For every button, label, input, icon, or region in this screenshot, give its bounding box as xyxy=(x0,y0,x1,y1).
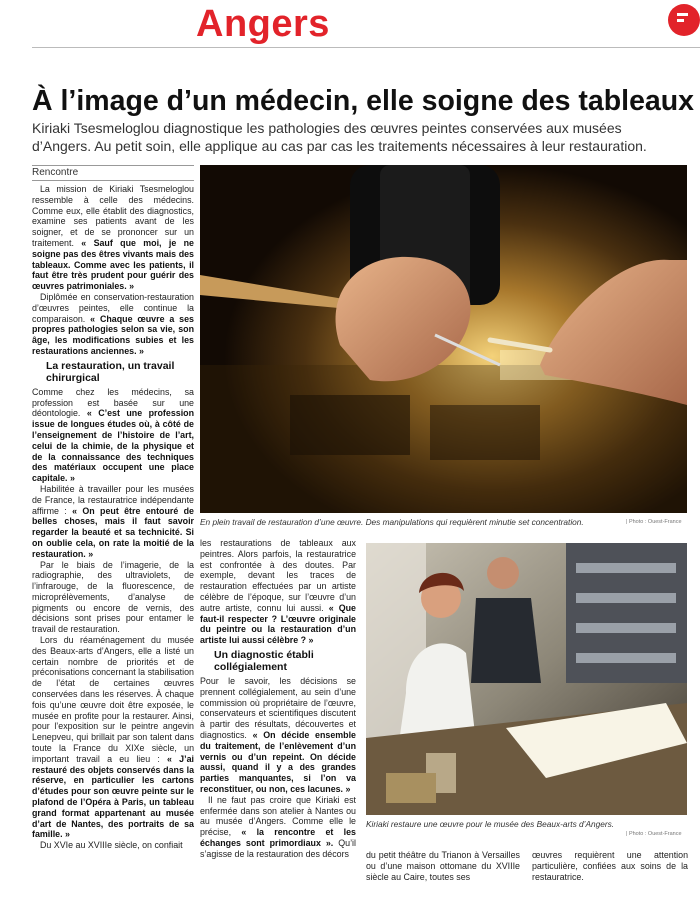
photo-credit: | Photo : Ouest-France xyxy=(626,831,682,837)
quote: « Que faut-il respecter ? L’œuvre originale du peintre ou la restauration d’un artiste lui aussi célèbre ? » xyxy=(200,602,356,646)
text: Habilitée à travailler pour les musées de France, la restauratrice indépendante affirme : xyxy=(32,483,194,516)
restoration-closeup-photo xyxy=(200,165,687,513)
quote: « J’ai restauré des objets conservés dans la réserve, en particulier les cartons d’études pour son œuvre peinte sur le plafond de l’Opéra à Paris, un tableau grand format appartenant au musée d’art de Nantes, des portraits de sa famille. » xyxy=(32,753,194,840)
paragraph xyxy=(200,676,356,795)
restorer-at-work-photo xyxy=(366,543,687,815)
article-headline: À l’image d’un médecin, elle soigne des tableaux xyxy=(32,85,695,117)
paragraph: Du XVIe au XVIIIe siècle, on confiait xyxy=(40,840,183,851)
quote: « la rencontre et les échanges sont primordiaux ». xyxy=(200,827,356,848)
article-column-4 xyxy=(532,850,688,882)
paragraph xyxy=(32,484,194,560)
quote: « Sauf que moi, je ne soigne pas des êtres vivants mais des tableaux. Comme avec les patients, il faut être très prudent pour guérir des œuvres patrimoniales. » xyxy=(32,237,194,292)
header-divider xyxy=(32,47,700,48)
text: Pour le savoir, les décisions se prennent collégialement, au sein d’une commission où propriétaire de l’œuvre, conservateurs et scientifiques discutent à partir des résultats, découvertes et diagnostics. xyxy=(200,675,356,740)
paragraph xyxy=(32,387,194,484)
text: Comme chez les médecins, sa profession est basée sur une déontologie. xyxy=(32,386,194,419)
text: La mission de Kiriaki Tsesmeloglou ressemble à celle des médecins. Comme eux, elle établit des diagnostics, examine ses patients avant de les soigner, et de se prononcer sur un traitement. xyxy=(32,184,194,248)
article-column-3 xyxy=(366,850,520,882)
article-standfirst: Kiriaki Tsesmeloglou diagnostique les pathologies des œuvres peintes conservées aux musées d’Angers. Au petit soin, elle applique au cas par cas les traitements nécessaires à leur restauration. xyxy=(32,120,647,154)
text: Qu’il s’agisse de la restauration des décors xyxy=(200,837,356,859)
photo-caption: En plein travail de restauration d’une œuvre. Des manipulations qui requièrent minutie set concentration. xyxy=(200,517,584,527)
paragraph xyxy=(32,292,194,357)
photo-caption: Kiriaki restaure une œuvre pour le musée des Beaux-arts d’Angers. xyxy=(366,819,615,829)
quote: « On décide ensemble du traitement, de l’enlèvement d’un vernis ou d’un repeint. On décide aussi, quand il y a des grandes parties manquantes, si l’on va reconstituer, ou non, ces lacunes. » xyxy=(200,729,356,794)
article-kicker: Rencontre xyxy=(32,167,79,178)
quote: « C’est une profession issue de longues études où, à côté de l’enseignement de l’histoire de l’art, celui de la chimie, de la physique et de la connaissance des techniques des matériaux occupent une place capitale. » xyxy=(32,408,194,484)
subheading: Un diagnostic établi collégialement xyxy=(214,648,314,673)
paragraph xyxy=(32,184,194,292)
paragraph xyxy=(200,538,356,646)
photo-illustration xyxy=(200,165,687,513)
paragraph: œuvres requièrent une attention particulière, confiées aux soins de la restauratrice. xyxy=(532,850,688,882)
article-column-2 xyxy=(200,538,356,860)
text: les restaurations de tableaux aux peintres. Alors parfois, la restauratrice est confrontée à des doutes. Par exemple, devant les traces de restauration effectuées par un artiste célèbre de l’époque, sur l’œuvre d’un autre artiste, connu lui aussi. xyxy=(200,538,356,613)
paragraph: du petit théâtre du Trianon à Versailles ou d’une maison ottomane du XVIIIe siècle au Caire, toutes ses xyxy=(366,850,520,882)
text: Il ne faut pas croire que Kiriaki est enfermée dans son atelier à Nantes ou au musée d’Angers. Comme elle le précise, xyxy=(200,794,356,838)
text: Diplômée en conservation-restauration d’œuvres peintes, elle continue la comparaison. xyxy=(32,291,194,324)
paragraph: Par le biais de l’imagerie, de la radiographie, des ultraviolets, de l’infrarouge, de la fluorescence, de microprélèvements, d’analyse de pigments ou encore de vernis, des décisions sont prises pour entamer le travail de restauration. xyxy=(32,559,194,635)
quote: « Chaque œuvre a ses propres pathologies selon sa vie, son âge, les modifications subies et les restaurations anciennes. » xyxy=(32,313,194,356)
kicker-divider-bottom xyxy=(32,180,194,181)
ouest-france-logo-icon xyxy=(668,4,700,36)
subheading: La restauration, un travail chirurgical xyxy=(46,359,175,384)
section-title: Angers xyxy=(196,3,330,45)
photo-credit: | Photo : Ouest-France xyxy=(626,519,682,525)
paragraph xyxy=(200,795,356,860)
article-column-1 xyxy=(32,184,194,851)
paragraph xyxy=(32,635,194,840)
text: Lors du réaménagement du musée des Beaux-arts d’Angers, elle a listé un certain nombre de priorités et de préconisations concernant la stabilisation de l’état de certaines œuvres conservées dans les réserves. À chaque fois qu’une œuvre doit être exposée, le musée en profite pour la restaurer. Ainsi, pour l’exposition sur le peintre angevin Lenepveu, qui brillait par son talent dans toute la France du XIXe siècle, un important travail a eu lieu : xyxy=(32,635,194,764)
quote: « On peut être entouré de belles choses, mais il faut savoir regarder la beauté et sa technicité. Si on oublie cela, on rate la moitié de la restauration. » xyxy=(32,505,194,559)
photo-illustration xyxy=(366,543,687,815)
